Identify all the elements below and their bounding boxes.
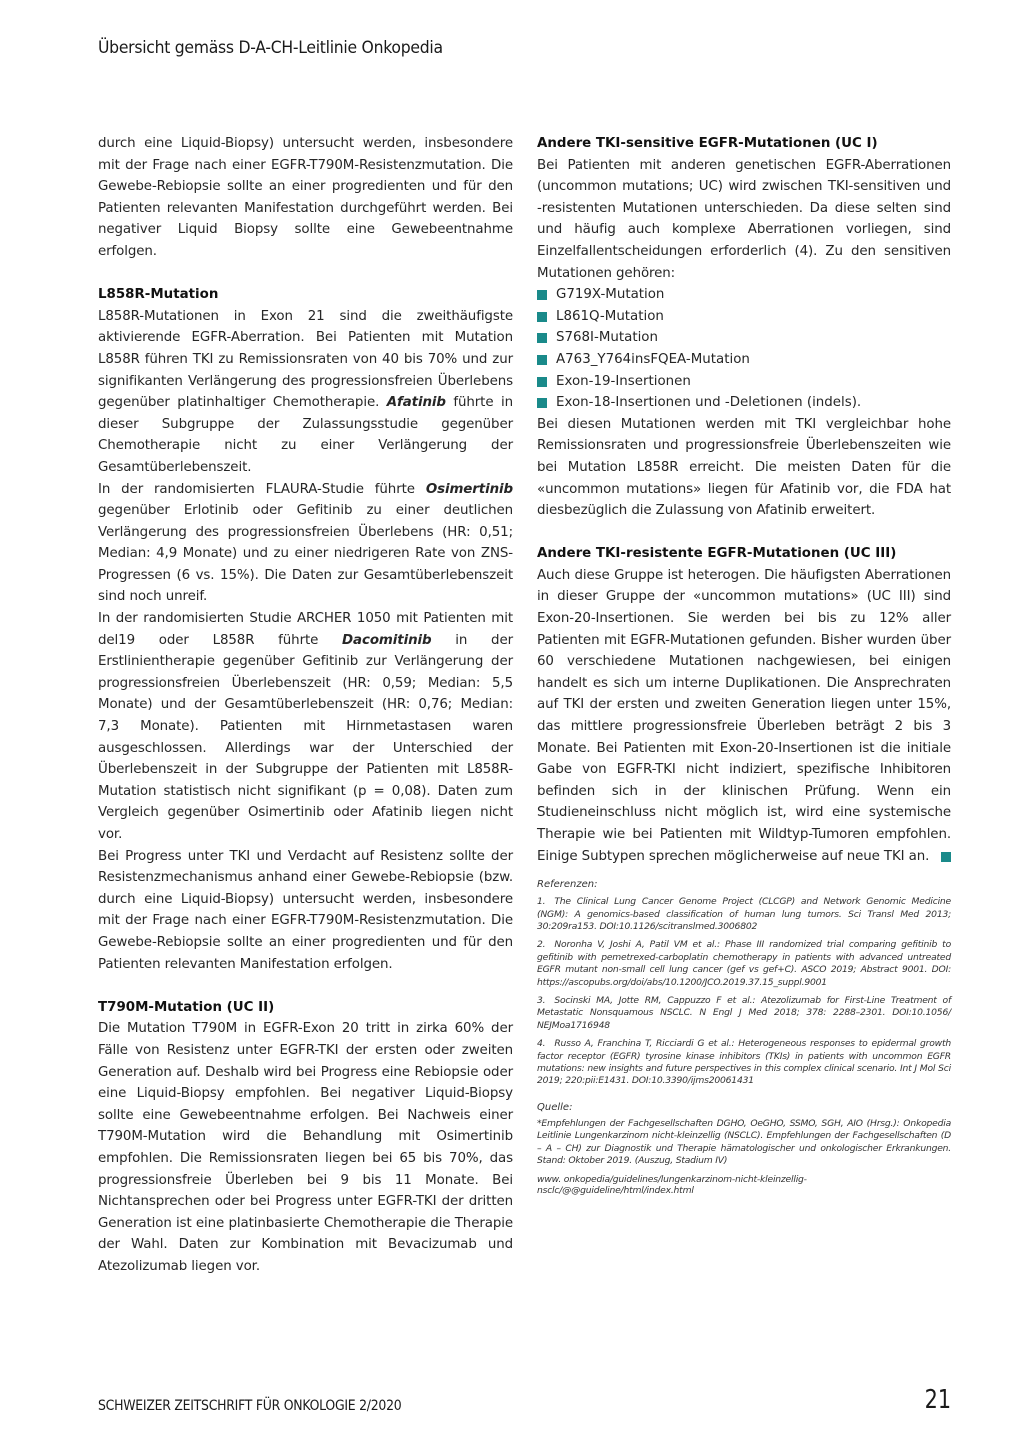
heading-l858r: L858R-Mutation (98, 287, 219, 303)
heading-uc1: Andere TKI-sensitive EGFR-Mutationen (UC I) (537, 136, 878, 151)
paragraph: Bei diesen Mutationen werden mit TKI vergleichbar hohe Remissionsraten und progressionsfreie Überlebenszeiten wie bei Mutation L858R erreicht. Die meisten Daten für die «uncommon mutations» liegen für Afatinib vor, die FDA hat diesbezüglich die Zulassung von Afatinib erweitert. (537, 416, 951, 519)
end-mark-icon (941, 852, 951, 862)
square-bullet-icon (537, 377, 547, 387)
drug-name: Afatinib (386, 395, 446, 411)
list-item: S768I-Mutation (537, 327, 951, 349)
paragraph: Bei Progress unter TKI und Verdacht auf Resistenz sollte der Resistenzmechanismus anhand einer Gewebe-Rebiopsie (bzw. durch eine Liquid-Biopsy) untersucht werden, insbesondere mit der Frage nach einer EGFR-T790M-Resistenzmutation. Die Gewebe-Rebiopsie sollte an einer progredienten und für den Patienten relevanten Manifestation erfolgen. (98, 848, 513, 972)
drug-name: Osimertinib (425, 481, 513, 497)
square-bullet-icon (537, 398, 547, 408)
reference-item: 2. Noronha V, Joshi A, Patil VM et al.: Phase III randomized trial comparing gefitinib to gefitinib with pemetrexed-carboplatin chemotherapy in patients with advanced untreated EGFR mutant non-small cell lung cancer (gef vs gef+C). ASCO 2019; Abstract 9001. DOI: https://ascopubs.org/doi/abs/10.1200/JCO.2019.37.15_suppl.9001 (537, 939, 951, 988)
left-column (98, 133, 513, 1277)
right-column (537, 133, 951, 1196)
square-bullet-icon (537, 290, 547, 300)
square-bullet-icon (537, 333, 547, 343)
list-item: Exon-19-Insertionen (537, 371, 951, 393)
mutation-list (537, 284, 951, 414)
list-item: L861Q-Mutation (537, 306, 951, 328)
list-item: G719X-Mutation (537, 284, 951, 306)
paragraph: durch eine Liquid-Biopsy) untersucht werden, insbesondere mit der Frage nach einer EGFR-T790M-Resistenzmutation. Die Gewebe-Rebiopsie sollte an einer progredienten und für den Patienten relevanten Manifestation durchgeführt werden. Bei negativer Liquid Biopsy sollte eine Gewebeentnahme erfolgen. (98, 136, 513, 259)
source-url: www. onkopedia/guidelines/lungenkarzinom-nicht-kleinzellig-nsclc/@@guideline/html/index.html (537, 1173, 807, 1196)
heading-uc3: Andere TKI-resistente EGFR-Mutationen (UC III) (537, 546, 897, 562)
reference-item: 4. Russo A, Franchina T, Ricciardi G et al.: Heterogeneous responses to epidermal growth factor receptor (EGFR) tyrosine kinase inhibitors (TKIs) in patients with uncommon EGFR mutations: new insights and future perspectives in this complex clinical scenario. Int J Mol Sci 2019; 220:pii:E1431. DOI:10.3390/ijms20061431 (537, 1038, 951, 1087)
paragraph: L858R-Mutationen in Exon 21 sind die zweithäufigste aktivierende EGFR-Aberration. Bei Patienten mit Mutation L858R führen TKI zu Remissionsraten von 40 bis 70% und zur signifikanten Verlängerung des progressionsfreien Überlebens gegenüber platinhaltiger Chemotherapie. Afatinib führte in dieser Subgruppe der Zulassungsstudie gegenüber Chemotherapie nicht zu einer Verlängerung der Gesamtüberlebenszeit. (98, 308, 513, 475)
paragraph: In der randomisierten FLAURA-Studie führte Osimertinib gegenüber Erlotinib oder Gefitinib zu einer deutlichen Verlängerung des progressionsfreien Überlebens (HR: 0,51; Median: 4,9 Monate) und zu einer niedrigeren Rate von ZNS-Progressen (6 vs. 15%). Die Daten zur Gesamtüberlebenszeit sind noch unreif. (98, 481, 513, 605)
source-title: Quelle: (537, 1101, 573, 1113)
drug-name: Dacomitinib (342, 632, 432, 648)
list-item: Exon-18-Insertionen und -Deletionen (indels). (537, 392, 951, 414)
paragraph: Bei Patienten mit anderen genetischen EGFR-Aberrationen (uncommon mutations; UC) wird zwischen TKI-sensitiven und -resistenten Mutationen unterschieden. Da diese selten sind und häufig auch komplexe Aberrationen vorliegen, sind Einzelfallentscheidungen erforderlich (4). Zu den sensitiven Mutationen gehören: (537, 157, 951, 281)
reference-item: 3. Socinski MA, Jotte RM, Cappuzzo F et al.: Atezolizumab for First-Line Treatment of Metastatic Nonsquamous NSCLC. N Engl J Med 2018; 378: 2288–2301. DOI:10.1056/ NEJMoa1716948 (537, 995, 951, 1031)
square-bullet-icon (537, 355, 547, 365)
heading-t790m: T790M-Mutation (UC II) (98, 999, 275, 1015)
references-title: Referenzen: (537, 879, 598, 891)
square-bullet-icon (537, 312, 547, 322)
source-text: *Empfehlungen der Fachgesellschaften DGHO, OeGHO, SSMO, SGH, AIO (Hrsg.): Onkopedia Leitlinie Lungenkarzinom nicht-kleinzellig (NSCLC). Empfehlungen der Fachgesellschaften (D – A – CH) zur Diagnostik und Therapie hämatologischer und onkologischer Erkrankungen. Stand: Oktober 2019. (Auszug, Stadium IV) (537, 1117, 951, 1167)
list-item: A763_Y764insFQEA-Mutation (537, 349, 951, 371)
page-number: 21 (924, 1385, 951, 1415)
journal-footer: SCHWEIZER ZEITSCHRIFT FÜR ONKOLOGIE 2/2020 (98, 1398, 402, 1414)
running-header: Übersicht gemäss D-A-CH-Leitlinie Onkopedia (98, 38, 443, 58)
reference-item: 1. The Clinical Lung Cancer Genome Project (CLCGP) and Network Genomic Medicine (NGM): A genomics-based classification of human lung tumors. Sci Transl Med 2013; 30:209ra153. DOI:10.1126/scitranslmed.3006802 (537, 896, 951, 932)
paragraph: In der randomisierten Studie ARCHER 1050 mit Patienten mit del19 oder L858R führte Dacomitinib in der Erstlinientherapie gegenüber Gefitinib zur Verlängerung der progressionsfreien Überlebenszeit (HR: 0,59; Median: 5,5 Monate) und der Gesamtüberlebenszeit (HR: 0,76; Median: 7,3 Monate). Patienten mit Hirnmetastasen waren ausgeschlossen. Allerdings war der Unterschied der Überlebenszeit in der Subgruppe der Patienten mit L858R-Mutation statistisch nicht signifikant (p = 0,08). Daten zum Vergleich gegenüber Osimertinib oder Afatinib liegen nicht vor. (98, 611, 513, 842)
paragraph: Auch diese Gruppe ist heterogen. Die häufigsten Aberrationen in dieser Gruppe der «uncommon mutations» (UC III) sind Exon-20-Insertionen. Sie werden bei bis zu 12% aller Patienten mit EGFR-Mutationen gefunden. Bisher wurden über 60 verschiedene Mutationen nachgewiesen, bei einigen handelt es sich um interne Duplikationen. Die Ansprechraten auf TKI der ersten und zweiten Generation liegen unter 15%, das mittlere progressionsfreie Überleben beträgt 2 bis 3 Monate. Bei Patienten mit Exon-20-Insertionen ist die initiale Gabe von EGFR-TKI nicht indiziert, spezifische Inhibitoren befinden sich in der klinischen Prüfung. Wenn ein Studieneinschluss nicht möglich ist, wird eine systemische Therapie wie bei Patienten mit Wildtyp-Tumoren empfohlen. Einige Subtypen sprechen möglicherweise auf neue TKI an. (537, 567, 951, 864)
paragraph: Die Mutation T790M in EGFR-Exon 20 tritt in zirka 60% der Fälle von Resistenz unter EGFR-TKI der ersten oder zweiten Generation auf. Deshalb wird bei Progress eine Rebiopsie oder eine Liquid-Biopsy empfohlen. Bei negativer Liquid-Biopsy sollte eine Gewebeentnahme erfolgen. Bei Nachweis einer T790M-Mutation wird die Behandlung mit Osimertinib empfohlen. Die Remissionsraten liegen bei 65 bis 70%, das progressionsfreie Überleben bei 9 bis 11 Monate. Bei Nichtansprechen oder bei Progress unter EGFR-TKI der dritten Generation ist eine platinbasierte Chemotherapie die Therapie der Wahl. Daten zur Kombination mit Bevacizumab und Atezolizumab liegen vor. (98, 1021, 513, 1274)
